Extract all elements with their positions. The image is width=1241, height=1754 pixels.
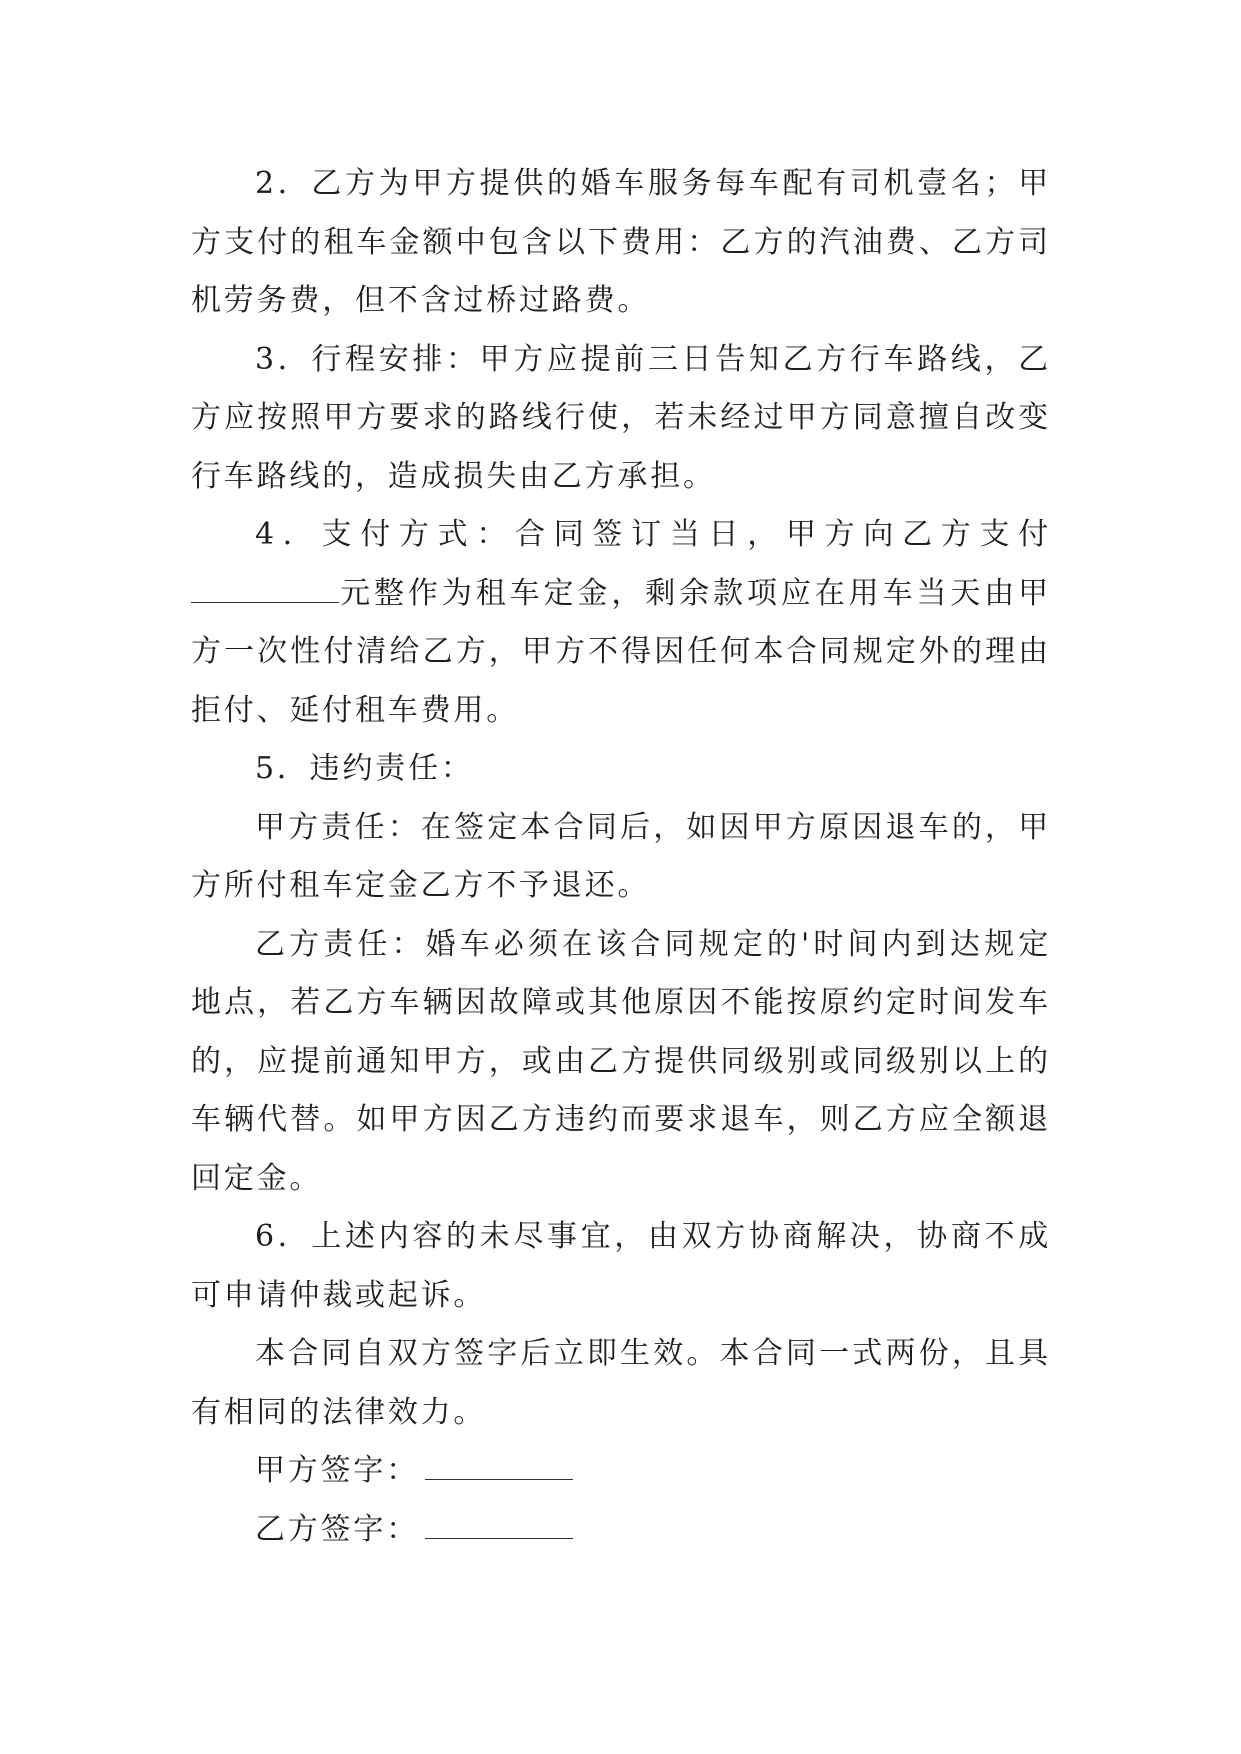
clause-3: 3．行程安排：甲方应提前三日告知乙方行车路线，乙方应按照甲方要求的路线行使，若未经过甲方同意擅自改变行车路线的，造成损失由乙方承担。 bbox=[191, 341, 1051, 494]
signature-party-a-blank bbox=[425, 1455, 573, 1480]
clause-5-party-a: 甲方责任：在签定本合同后，如因甲方原因退车的，甲方所付租车定金乙方不予退还。 bbox=[191, 809, 1051, 903]
signature-party-a bbox=[191, 1442, 1051, 1501]
deposit-amount-blank bbox=[191, 578, 339, 603]
signature-party-b-label: 乙方签字： bbox=[255, 1511, 419, 1547]
clause-5-party-b: 乙方责任：婚车必须在该合同规定的'时间内到达规定地点，若乙方车辆因故障或其他原因不能按原约定时间发车的，应提前通知甲方，或由乙方提供同级别或同级别以上的车辆代替。如甲方因乙方违约而要求退车，则乙方应全额退回定金。 bbox=[191, 926, 1051, 1196]
signature-party-b-blank bbox=[425, 1514, 573, 1539]
effective-clause: 本合同自双方签字后立即生效。本合同一式两份，且具有相同的法律效力。 bbox=[191, 1336, 1051, 1430]
signature-party-b bbox=[191, 1501, 1051, 1560]
clause-6: 6．上述内容的未尽事宜，由双方协商解决，协商不成可申请仲裁或起诉。 bbox=[191, 1219, 1051, 1313]
clause-4-text-after: 元整作为租车定金，剩余款项应在用车当天由甲方一次性付清给乙方，甲方不得因任何本合同规定外的理由拒付、延付租车费用。 bbox=[191, 575, 1051, 728]
signature-party-a-label: 甲方签字： bbox=[255, 1453, 419, 1488]
clause-5-heading: 5．违约责任： bbox=[255, 751, 474, 786]
document-body bbox=[191, 155, 1051, 1559]
clause-4-text-before: 4．支付方式：合同签订当日，甲方向乙方支付 bbox=[255, 517, 1051, 552]
clause-4 bbox=[191, 506, 1051, 740]
clause-2: 2．乙方为甲方提供的婚车服务每车配有司机壹名；甲方支付的租车金额中包含以下费用：乙方的汽油费、乙方司机劳务费，但不含过桥过路费。 bbox=[191, 166, 1051, 318]
